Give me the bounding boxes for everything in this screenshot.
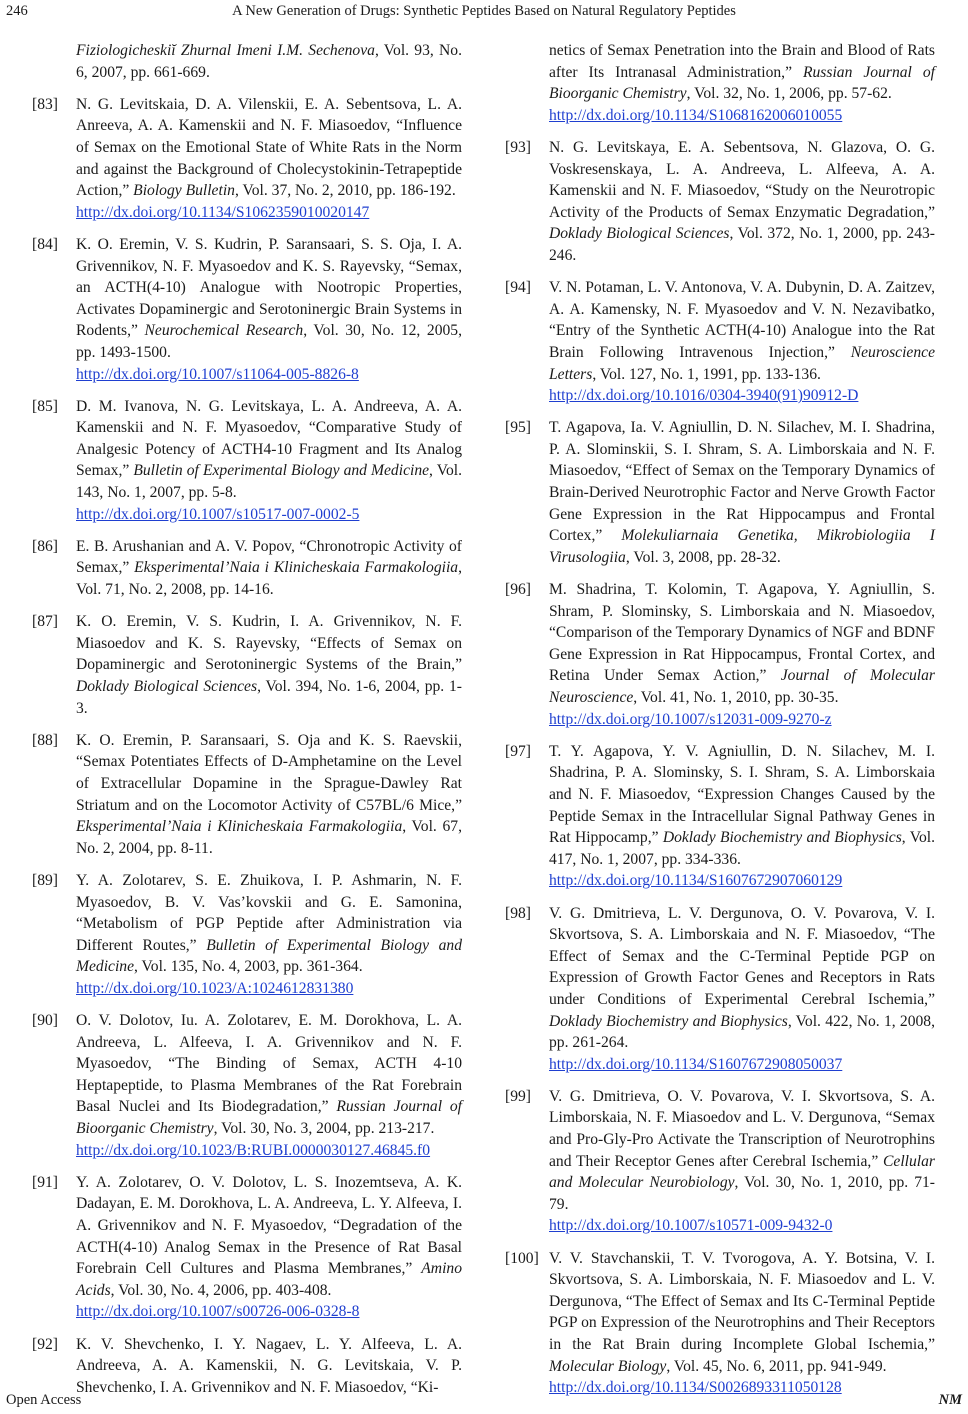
reference-text [76, 40, 462, 83]
doi-link[interactable]: http://dx.doi.org/10.1016/0304-3940(91)90912-D [549, 387, 859, 405]
journal-title: Neurochemical Research [144, 322, 304, 340]
reference-entry [32, 40, 462, 83]
reference-text [549, 579, 935, 709]
reference-segment: E. B. Arushanian and A. V. Popov, “Chronotropic Activity of Semax,” [76, 537, 462, 577]
page-number: 246 [6, 3, 28, 19]
reference-entry [32, 94, 462, 224]
reference-entry [32, 611, 462, 719]
reference-number: [100] [505, 1249, 539, 1267]
references-left-column [32, 40, 462, 1409]
reference-segment: M. Shadrina, T. Kolomin, T. Agapova, Y. Agniullin, S. Shram, P. Slominsky, S. Limborskaia and N. Miasoedov, “Comparison of the Temporary Dynamics of NGF and BDNF Gene Expression in Rat Hippocampus, Frontal Cortex, and Retina Under Semax Action,” [549, 581, 935, 685]
reference-entry [505, 417, 935, 568]
reference-text [76, 1334, 462, 1399]
reference-segment: O. V. Dolotov, Iu. A. Zolotarev, E. M. Dorokhova, L. A. Andreeva, L. Alfeeva, I. A. Grivennikov and N. F. Myasoedov, “The Binding of Semax, ACTH 4-10 Heptapeptide, to Plasma Membranes of the Rat Forebrain Basal Nuclei and Its Biodegradation,” [76, 1012, 462, 1116]
reference-segment: Y. A. Zolotarev, S. E. Zhuikova, I. P. Ashmarin, N. F. Myasoedov, B. V. Vas’kovskii and G. E. Samonina, “Metabolism of PGP Peptide after Administration via Different Routes,” [76, 871, 462, 954]
reference-text [549, 417, 935, 568]
journal-title: Eksperimental’Naia i Klinicheskaia Farmakologiia [134, 559, 459, 577]
doi-link[interactable]: http://dx.doi.org/10.1007/s10571-009-9432-0 [549, 1217, 833, 1235]
reference-number: [85] [32, 397, 58, 415]
journal-title: Doklady Biological Sciences [76, 678, 258, 695]
reference-segment: , Vol. 143, No. 1, 2007, pp. 5-8. [76, 462, 463, 502]
journal-title: Cellular and Molecular Neurobiology [549, 1152, 935, 1192]
reference-segment: , Vol. 93, No. 6, 2007, pp. 661-669. [76, 42, 462, 81]
reference-number: [86] [32, 537, 58, 555]
journal-title: Neuroscience Letters [549, 343, 935, 383]
reference-segment: , Vol. 394, No. 1-6, 2004, pp. 1-3. [76, 678, 462, 717]
reference-text [76, 730, 462, 860]
reference-entry [32, 870, 462, 1000]
reference-number: [94] [505, 279, 531, 297]
doi-link[interactable]: http://dx.doi.org/10.1007/s00726-006-0328-8 [76, 1303, 360, 1321]
reference-text [76, 234, 462, 364]
reference-text [76, 396, 462, 504]
reference-segment: , Vol. 37, No. 2, 2010, pp. 186-192. [234, 182, 456, 200]
doi-link[interactable]: http://dx.doi.org/10.1134/S1062359010020147 [76, 203, 370, 221]
reference-segment: , Vol. 30, No. 1, 2010, pp. 71-79. [549, 1174, 935, 1213]
reference-segment: V. G. Dmitrieva, O. V. Povarova, V. I. Skvortsova, S. A. Limborskaia, N. F. Miasoedov and L. V. Dergunova, “Semax and Pro-Gly-Pro Activate the Transcription of Neurotrophins and Their Receptor Genes after Cerebral Ischemia,” [549, 1087, 935, 1170]
reference-segment: K. V. Shevchenko, I. Y. Nagaev, L. Y. Alfeeva, L. A. Andreeva, A. A. Kamenskii, N. G. Levitskaia, V. P. Shevchenko, I. A. Grivennikov and N. F. Miasoedov, “Ki- [76, 1335, 462, 1396]
doi-link[interactable]: http://dx.doi.org/10.1007/s12031-009-9270-z [549, 710, 832, 728]
reference-entry [32, 730, 462, 860]
reference-segment: , Vol. 71, No. 2, 2008, pp. 14-16. [76, 559, 462, 599]
reference-entry [505, 1248, 935, 1399]
doi-link[interactable]: http://dx.doi.org/10.1134/S1068162006010055 [549, 106, 843, 124]
reference-entry [505, 579, 935, 730]
reference-entry [505, 137, 935, 267]
journal-title: Biology Bulletin [133, 182, 235, 200]
reference-entry [32, 1010, 462, 1161]
doi-link[interactable]: http://dx.doi.org/10.1023/B:RUBI.0000030127.46845.f0 [76, 1141, 431, 1159]
reference-number: [87] [32, 613, 58, 631]
reference-entry [32, 1334, 462, 1399]
doi-link[interactable]: http://dx.doi.org/10.1007/s10517-007-0002-5 [76, 505, 360, 523]
reference-segment: T. Y. Agapova, Y. V. Agniullin, D. N. Silachev, M. I. Shadrina, P. A. Slominsky, S. I. Shram, S. A. Limborskaia and N. F. Miasoedov, “Expression Changes Caused by the Peptide Semax in the Intracellular Signal Pathway Genes in Rat Hippocamp,” [549, 742, 935, 847]
reference-segment: , Vol. 135, No. 4, 2003, pp. 361-364. [134, 958, 363, 976]
reference-text [549, 1248, 935, 1378]
reference-text [76, 611, 462, 719]
doi-link[interactable]: http://dx.doi.org/10.1023/A:1024612831380 [76, 979, 354, 997]
reference-segment: N. G. Levitskaia, D. A. Vilenskii, E. A. Sebentsova, L. A. Anreeva, A. A. Kamenskii and N. F. Miasoedov, “Influence of Semax on the Emotional State of White Rats in the Norm and against the Background of Cholecystokinin-Tetrapeptide Action,” [76, 95, 462, 200]
reference-text [549, 277, 935, 385]
journal-title: Russian Journal of Bioorganic Chemistry [76, 1098, 462, 1138]
reference-segment: , Vol. 41, No. 1, 2010, pp. 30-35. [633, 689, 839, 706]
reference-number: [84] [32, 235, 58, 253]
reference-number: [83] [32, 95, 58, 113]
reference-entry [505, 1086, 935, 1237]
reference-number: [95] [505, 419, 531, 437]
reference-number: [90] [32, 1012, 58, 1030]
reference-text [549, 40, 935, 105]
reference-number: [97] [505, 742, 531, 760]
journal-title: Journal of Molecular Neuroscience [549, 667, 935, 706]
reference-segment: V. V. Stavchanskii, T. V. Tvorogova, A. Y. Botsina, V. I. Skvortsova, S. A. Limborskaia, N. F. Miasoedov and L. V. Dergunova, “The Effect of Semax and Its C-Terminal Peptide PGP on Expression of the Neurotrophins and Their Receptors in the Rat Brain during Incomplete Global Ischemia,” [549, 1249, 935, 1353]
reference-entry [32, 234, 462, 385]
reference-entry [32, 536, 462, 601]
doi-link[interactable]: http://dx.doi.org/10.1134/S0026893311050128 [549, 1379, 842, 1397]
reference-text [549, 903, 935, 1054]
doi-link[interactable]: http://dx.doi.org/10.1134/S1607672907060129 [549, 872, 843, 890]
journal-title: Bulletin of Experimental Biology and Medicine [76, 936, 462, 976]
reference-segment: netics of Semax Penetration into the Brain and Blood of Rats after Its Intranasal Administration,” [549, 42, 935, 81]
reference-entry [505, 277, 935, 407]
reference-segment: K. O. Eremin, V. S. Kudrin, I. A. Grivennikov, N. F. Miasoedov and K. S. Rayevsky, “Effects of Semax on Dopaminergic and Serotoninergic Systems of the Brain,” [76, 613, 462, 674]
reference-segment: , Vol. 30, No. 12, 2005, pp. 1493-1500. [76, 322, 462, 361]
journal-abbrev: NM [938, 1392, 962, 1408]
open-access-label: Open Access [6, 1392, 82, 1408]
doi-link[interactable]: http://dx.doi.org/10.1134/S1607672908050037 [549, 1055, 843, 1073]
reference-number: [96] [505, 581, 531, 599]
reference-segment: V. G. Dmitrieva, L. V. Dergunova, O. V. Povarova, V. I. Skvortsova, S. A. Limborskaia and N. F. Miasoedov, “The Effect of Semax and the C-Terminal Peptide PGP on Expression of Growth Factor Genes and Receptors in Rats under Conditions of Experimental Cerebral Ischemia,” [549, 904, 935, 1008]
reference-segment: , Vol. 30, No. 3, 2004, pp. 213-217. [213, 1120, 435, 1138]
reference-text [76, 870, 462, 978]
reference-number: [92] [32, 1335, 58, 1353]
reference-segment: , Vol. 372, No. 1, 2000, pp. 243-246. [549, 225, 935, 264]
reference-text [549, 137, 935, 267]
journal-title: Doklady Biochemistry and Biophysics [662, 829, 902, 847]
references-right-column [505, 40, 935, 1409]
reference-text [549, 741, 935, 871]
reference-segment: Y. A. Zolotarev, O. V. Dolotov, L. S. Inozemtseva, A. K. Dadayan, E. M. Dorokhova, L. A. Andreeva, L. Y. Alfeeva, I. A. Grivennikov and N. F. Myasoedov, “Degradation of the ACTH(4-10) Analog Semax in the Presence of Rat Basal Forebrain Cell Cultures and Plasma Membranes,” [76, 1173, 462, 1278]
reference-number: [89] [32, 871, 58, 889]
reference-entry [32, 396, 462, 526]
reference-entry [505, 741, 935, 892]
reference-segment: N. G. Levitskaya, E. A. Sebentsova, N. Glazova, O. G. Voskresenskaya, L. A. Andreeva, L. Alfeeva, A. A. Kamenskii and N. F. Miasoedov, “Study on the Neurotropic Activity of the Products of Semax Enzymatic Degradation,” [549, 138, 935, 221]
reference-segment: K. O. Eremin, V. S. Kudrin, P. Saransaari, S. S. Oja, I. A. Grivennikov, N. F. Myasoedov and K. S. Rayevsky, “Semax, an ACTH(4-10) Analogue with Nootropic Properties, Activates Dopaminergic and Serotoninergic Brain Systems in Rodents,” [76, 235, 462, 340]
journal-title: Bulletin of Experimental Biology and Medicine [133, 462, 430, 480]
journal-title: Eksperimental’Naia i Klinicheskaia Farmakologiia [76, 818, 403, 836]
doi-link[interactable]: http://dx.doi.org/10.1007/s11064-005-8826-8 [76, 365, 359, 383]
journal-title: Doklady Biochemistry and Biophysics [549, 1012, 788, 1030]
reference-segment: , Vol. 3, 2008, pp. 28-32. [625, 548, 781, 566]
reference-entry [505, 903, 935, 1076]
reference-segment: D. M. Ivanova, N. G. Levitskaya, L. A. Andreeva, A. A. Kamenskii and N. F. Myasoedov, “Comparative Study of Analgesic Potency of ACTH4-10 Fragment and Its Analog Semax,” [76, 397, 462, 480]
reference-segment: , Vol. 45, No. 6, 2011, pp. 941-949. [666, 1357, 887, 1375]
journal-title: Doklady Biological Sciences [549, 225, 730, 243]
journal-title: Amino Acids [76, 1260, 462, 1299]
reference-segment: T. Agapova, Ia. V. Agniullin, D. N. Silachev, M. I. Shadrina, P. A. Slominskii, S. I. Shram, S. A. Limborskaia and N. F. Miasoedov, “Effect of Semax on the Temporary Dynamics of Brain-Derived Neurotrophic Factor and Nerve Growth Factor Gene Expression in the Rat Hippocampus and Frontal Cortex,” [549, 419, 935, 545]
reference-segment: , Vol. 67, No. 2, 2004, pp. 8-11. [76, 818, 462, 857]
reference-segment: , Vol. 30, No. 4, 2006, pp. 403-408. [110, 1281, 332, 1299]
reference-segment: V. N. Potaman, L. V. Antonova, V. A. Dubynin, D. A. Zaitzev, A. A. Kamensky, N. F. Myasoedov and V. N. Nezavibatko, “Entry of the Synthetic ACTH(4-10) Analogue into the Rat Brain Following Intravenous Injection,” [549, 279, 935, 361]
reference-number: [91] [32, 1173, 58, 1191]
reference-number: [99] [505, 1087, 531, 1105]
reference-text [76, 536, 462, 601]
running-title: A New Generation of Drugs: Synthetic Peptides Based on Natural Regulatory Peptides [232, 3, 736, 19]
reference-entry [32, 1172, 462, 1323]
page-header [0, 0, 968, 26]
reference-text [549, 1086, 935, 1216]
reference-number: [93] [505, 138, 531, 156]
journal-title: Russian Journal of Bioorganic Chemistry [549, 63, 935, 103]
reference-entry [505, 40, 935, 126]
reference-number: [88] [32, 731, 58, 749]
journal-title: Molecular Biology [549, 1357, 667, 1375]
reference-text [76, 1010, 462, 1140]
reference-segment: , Vol. 32, No. 1, 2006, pp. 57-62. [686, 85, 892, 103]
reference-segment: K. O. Eremin, P. Saransaari, S. Oja and K. S. Raevskii, “Semax Potentiates Effects of D-Amphetamine on the Level of Extracellular Dopamine in the Sprague-Dawley Rat Striatum and on the Locomotor Activity of C57BL/6 Mice,” [76, 731, 462, 814]
journal-title: Molekuliarnaia Genetika, Mikrobiologiia I Virusologiia [549, 527, 935, 566]
journal-title: Fiziologicheskiĭ Zhurnal Imeni I.M. Sechenova [76, 42, 375, 59]
reference-segment: , Vol. 417, No. 1, 2007, pp. 334-336. [549, 829, 935, 868]
reference-segment: , Vol. 127, No. 1, 1991, pp. 133-136. [592, 365, 821, 383]
reference-text [76, 94, 462, 202]
reference-number: [98] [505, 904, 531, 922]
reference-text [76, 1172, 462, 1302]
reference-segment: , Vol. 422, No. 1, 2008, pp. 261-264. [549, 1012, 935, 1052]
page-footer [0, 1392, 968, 1414]
